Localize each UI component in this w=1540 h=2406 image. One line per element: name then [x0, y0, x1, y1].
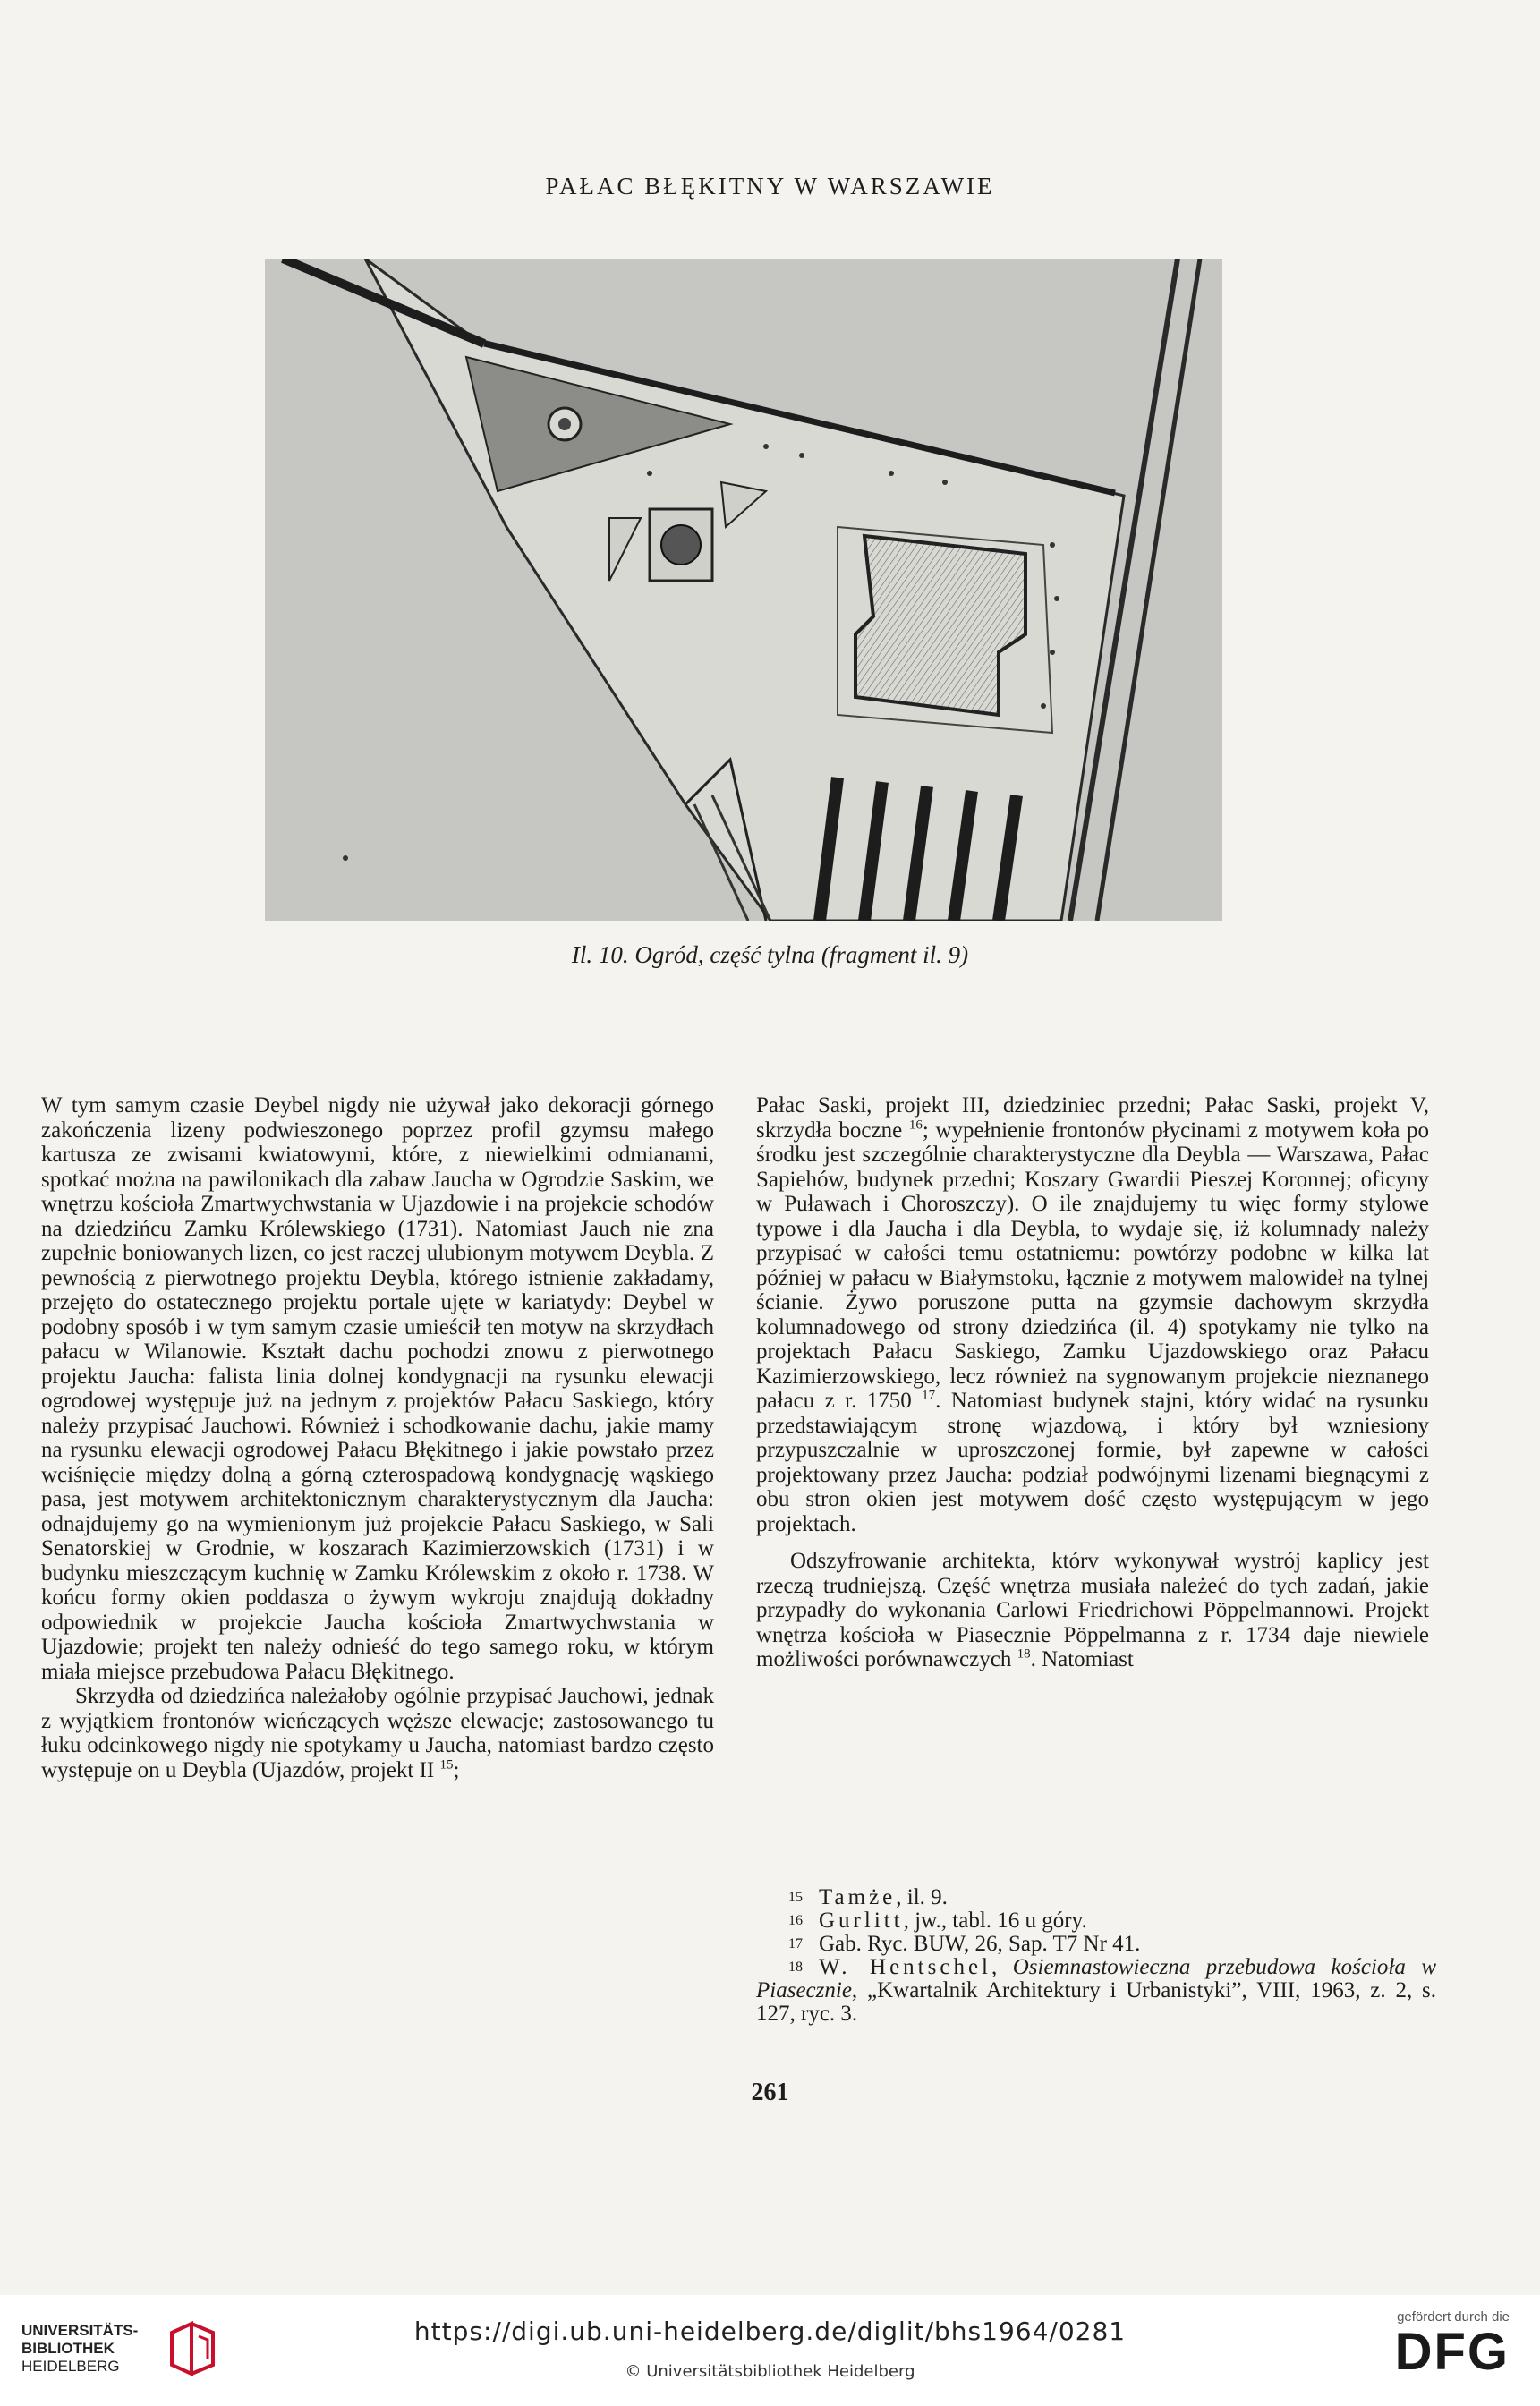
paragraph-text: . Natomiast	[1030, 1647, 1134, 1671]
footnote	[756, 1909, 1436, 1933]
garden-plan-drawing	[265, 259, 1222, 921]
footnote	[756, 1933, 1436, 1956]
footnote-text: ,	[991, 1955, 1013, 1979]
figure-caption: Il. 10. Ogród, część tylna (fragment il. 9)	[571, 941, 969, 968]
footnote-author: Tamże	[819, 1885, 897, 1909]
paragraph-text: ;	[453, 1757, 460, 1782]
footnote-ref: 16	[908, 1118, 923, 1133]
footnote-title: Osiemnastowieczna przebudowa kościoła w Piasecznie	[756, 1955, 1436, 2002]
footnote-ref: 18	[1017, 1646, 1031, 1662]
paragraph	[756, 1549, 1429, 1672]
paragraph-text: ; wypełnienie frontonów płycinami z motywem koła po środku jest szczególnie charakterystyczne dla Deybla — Warszawa, Pałac Sapiehów, budynek przedni; Koszary Gwardii Pieszej Koronnej; oficyny w Puławach i Choroszczy). O ile znajdujemy tu więc formy stylowe typowe i dla Jaucha i dla Deybla, to wydaje się, iż kolumnady należy przypisać w całości temu ostatniemu: powtórzy podobne w kilka lat później w pałacu w Białymstoku, łącznie z motywem malowideł na tylnej ścianie. Żywo poruszone putta na gzymsie dachowym skrzydła kolumnadowego od strony dziedzińca (il. 4) spotykamy nie tylko na projektach Pałacu Saskiego, Zamku Ujazdowskiego oraz Pałacu Kazimierzowskiego, lecz również na sygnowanym projekcie nieznanego pałacu z r. 1750	[756, 1118, 1430, 1413]
copyright-notice: © Universitätsbibliothek Heidelberg	[625, 2362, 915, 2381]
footnote-text: , il. 9.	[896, 1885, 948, 1909]
running-header: PAŁAC BŁĘKITNY W WARSZAWIE	[545, 173, 995, 200]
paragraph-text: . Natomiast budynek stajni, który widać na rysunku przedstawiającym stronę wjazdową, i który był wzniesiony przypuszczalnie w uproszczonej formie, był zapewne w całości projektowany przez Jaucha: podział podwójnymi lizenami biegnącymi z obu stron okien jest motywem dość często występującym w jego projektach.	[756, 1389, 1430, 1536]
viewer-footer	[0, 2295, 1540, 2406]
footnote-number: 17	[788, 1936, 803, 1951]
footnote-text: Gab. Ryc. BUW, 26, Sap. T7 Nr 41.	[819, 1932, 1141, 1956]
footnotes	[756, 1886, 1436, 2026]
funder-logo[interactable]	[1375, 2309, 1510, 2380]
footnote-number: 18	[788, 1960, 803, 1975]
text-column-left	[41, 1093, 714, 1782]
library-name-line: BIBLIOTHEK	[21, 2340, 115, 2357]
text-column-right	[756, 1093, 1429, 1672]
footnote-ref: 15	[439, 1757, 454, 1773]
page-number: 261	[751, 2079, 789, 2106]
dfg-logo-text: DFG	[1394, 2323, 1510, 2381]
library-name-line: HEIDELBERG	[21, 2358, 120, 2375]
footnote-text: , jw., tabl. 16 u góry.	[903, 1909, 1087, 1933]
library-name-line: UNIVERSITÄTS-	[21, 2322, 139, 2339]
footnote-ref: 17	[922, 1388, 936, 1403]
footnote-author: W. Hentschel	[819, 1955, 991, 1979]
figure-garden-plan	[265, 259, 1222, 921]
paragraph-text: Skrzydła od dziedzińca należałoby ogólnie przypisać Jauchowi, jednak z wyjątkiem frontonów wieńczących węższe elewacje; zastosowanego tu łuku odcinkowego nigdy nie spotykamy u Jaucha, natomiast bardzo często występuje on u Deybla (Ujazdów, projekt II	[41, 1684, 714, 1782]
footnote	[756, 1956, 1436, 2026]
footnote-number: 15	[788, 1890, 803, 1905]
footnote-author: Gurlitt	[819, 1909, 904, 1933]
footnote-number: 16	[788, 1913, 803, 1928]
paragraph-text: Odszyfrowanie architekta, którv wykonywał wystrój kaplicy jest rzeczą trudniejszą. Część wnętrza musiała należeć do tych zadań, jakie przypadły do wykonania Carlowi Friedrichowi Pöppelmannowi. Projekt wnętrza kościoła w Piasecznie Pöppelmanna z r. 1734 daje niewiele możliwości porównawczych	[756, 1549, 1429, 1671]
footnote	[756, 1886, 1436, 1909]
paragraph: W tym samym czasie Deybel nigdy nie używał jako dekoracji górnego zakończenia lizeny podwieszonego poprzez profil gzymsu małego kartusza ze zwisami kwiatowymi, które, z niewielkimi odmianami, spotkać można na pawilonikach dla zabaw Jaucha w Ogrodzie Saskim, we wnętrzu kościoła Zmartwychwstania w Ujazdowie i na projekcie schodów na dziedzińcu Zamku Królewskiego (1731). Natomiast Jauch nie zna zupełnie boniowanych lizen, co jest raczej ulubionym motywem Deybla. Z pewnością z pierwotnego projektu Deybla, którego istnienie zakładamy, przejęto do ostatecznego projektu portale ujęte w kariatydy: Deybel w podobny sposób i w tym samym czasie umieścił ten motyw na skrzydłach pałacu w Wilanowie. Kształt dachu pochodzi znowu z pierwotnego projektu Jaucha: falista linia dolnej kondygnacji na rysunku elewacji ogrodowej występuje już na jednym z projektów Pałacu Saskiego, który należy przypisać Jauchowi. Również i schodkowanie dachu, jakie mamy na rysunku elewacji ogrodowej Pałacu Błękitnego i jakie powstało przez wciśnięcie między dolną a górną czterospadową kondygnację wąskiego pasa, jest motywem architektonicznym charakterystycznym dla Jaucha: odnajdujemy go na wymienionym już projekcie Pałacu Saskiego, w Sali Senatorskiej w Grodnie, w koszarach Kazimierzowskich (1731) i w budynku mieszczącym kuchnię w Zamku Królewskim z około r. 1738. W końcu formy okien poddasza o żywym wykroju znajdują dokładny odpowiednik w projekcie Jaucha kościoła Zmartwychwstania w Ujazdowie; projekt ten należy odnieść do tego samego roku, w którym miała miejsce przebudowa Pałacu Błękitnego.	[41, 1093, 714, 1684]
footnote-text: , „Kwartalnik Architektury i Urbanistyki”, VIII, 1963, z. 2, s. 127, ryc. 3.	[756, 1978, 1436, 2026]
paragraph	[41, 1684, 714, 1782]
paragraph	[756, 1093, 1429, 1536]
paragraph-text: Pałac Saski, projekt III, dziedziniec przedni; Pałac Saski, projekt V, skrzydła boczne	[756, 1093, 1429, 1143]
permalink-url[interactable]: https://digi.ub.uni-heidelberg.de/diglit/bhs1964/0281	[413, 2317, 1127, 2346]
funder-label: gefördert durch die	[1397, 2309, 1510, 2325]
